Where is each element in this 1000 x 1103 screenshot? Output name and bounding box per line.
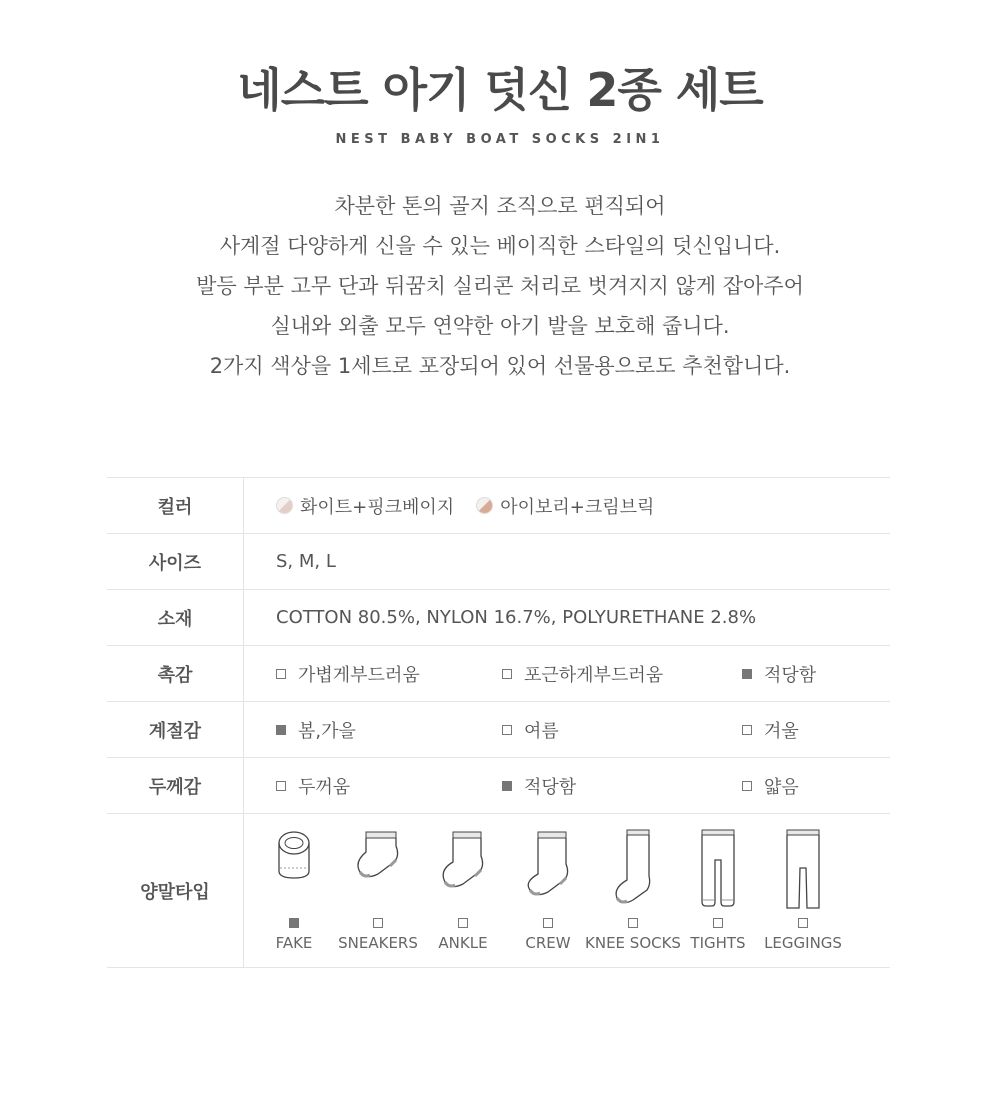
product-description [0, 186, 1000, 386]
option-label: 여름 [524, 720, 559, 742]
thickness-option [742, 773, 799, 799]
sock-type-label: TIGHTS [690, 934, 746, 952]
color-swatch-icon [476, 497, 493, 514]
description-line: 사계절 다양하게 신을 수 있는 베이직한 스타일의 덧신입니다. [219, 234, 781, 258]
checkbox-icon [502, 669, 512, 679]
crew-sock-icon [520, 828, 576, 910]
option-label: 얇음 [764, 776, 799, 798]
spec-label: 사이즈 [107, 534, 244, 590]
option-label: 적당함 [764, 664, 817, 686]
spec-row-touch [107, 646, 890, 702]
thickness-option [502, 773, 742, 799]
spec-label: 계절감 [107, 702, 244, 758]
sock-type-label: ANKLE [438, 934, 488, 952]
page-title: 네스트 아기 덧신 2종 세트 [237, 63, 763, 117]
size-value: S, M, L [244, 534, 891, 590]
fake-sock-icon [274, 828, 314, 910]
checkbox-icon [502, 725, 512, 735]
sock-type-label: SNEAKERS [338, 934, 418, 952]
spec-label: 촉감 [107, 646, 244, 702]
sock-type-label: LEGGINGS [764, 934, 842, 952]
page-subtitle: NEST BABY BOAT SOCKS 2IN1 [335, 132, 665, 147]
checkbox-icon [276, 669, 286, 679]
color-swatch-icon [276, 497, 293, 514]
touch-option [502, 661, 742, 687]
knee-sock-icon [611, 828, 655, 910]
option-label: 적당함 [524, 776, 577, 798]
option-label: 가볍게부드러움 [298, 664, 420, 686]
checkbox-icon [742, 669, 752, 679]
option-label: 겨울 [764, 720, 799, 742]
spec-row-material [107, 590, 890, 646]
option-label: 두꺼움 [298, 776, 351, 798]
spec-label: 컬러 [107, 478, 244, 534]
material-value: COTTON 80.5%, NYLON 16.7%, POLYURETHANE 2.8% [244, 590, 891, 646]
sneakers-sock-icon [350, 828, 406, 910]
description-line: 발등 부분 고무 단과 뒤꿈치 실리콘 처리로 벗겨지지 않게 잡아주어 [196, 274, 804, 298]
checkbox-icon [289, 918, 299, 928]
checkbox-icon [742, 725, 752, 735]
sock-type-label: CREW [525, 934, 571, 952]
spec-row-season [107, 702, 890, 758]
season-option [742, 717, 799, 743]
touch-option [742, 661, 816, 687]
thickness-option [276, 773, 502, 799]
tights-icon [698, 828, 738, 910]
spec-row-sock-type [107, 814, 890, 968]
sock-type-label: FAKE [275, 934, 313, 952]
color-option-label: 화이트+핑크베이지 [300, 496, 455, 518]
color-option [476, 493, 654, 519]
season-option [276, 717, 502, 743]
spec-label: 두께감 [107, 758, 244, 814]
checkbox-icon [276, 781, 286, 791]
touch-option [276, 661, 502, 687]
checkbox-icon [742, 781, 752, 791]
sock-type-label: KNEE SOCKS [585, 934, 681, 952]
description-line: 차분한 톤의 골지 조직으로 편직되어 [334, 194, 666, 218]
spec-table [107, 477, 890, 968]
description-line: 실내와 외출 모두 연약한 아기 발을 보호해 줍니다. [270, 314, 730, 338]
spec-label: 양말타입 [107, 814, 244, 968]
color-option [276, 493, 454, 519]
color-option-label: 아이보리+크림브릭 [500, 496, 655, 518]
checkbox-icon [628, 918, 638, 928]
spec-row-size [107, 534, 890, 590]
description-line: 2가지 색상을 1세트로 포장되어 있어 선물용으로도 추천합니다. [209, 354, 791, 378]
checkbox-icon [276, 725, 286, 735]
spec-row-color [107, 478, 890, 534]
checkbox-icon [798, 918, 808, 928]
checkbox-icon [458, 918, 468, 928]
spec-row-thickness [107, 758, 890, 814]
checkbox-icon [713, 918, 723, 928]
sock-type-list [244, 814, 890, 967]
leggings-icon [783, 828, 823, 910]
checkbox-icon [543, 918, 553, 928]
sock-type-option [753, 828, 853, 953]
checkbox-icon [373, 918, 383, 928]
ankle-sock-icon [435, 828, 491, 910]
checkbox-icon [502, 781, 512, 791]
spec-label: 소재 [107, 590, 244, 646]
option-label: 포근하게부드러움 [524, 664, 664, 686]
season-option [502, 717, 742, 743]
option-label: 봄,가을 [298, 720, 356, 742]
